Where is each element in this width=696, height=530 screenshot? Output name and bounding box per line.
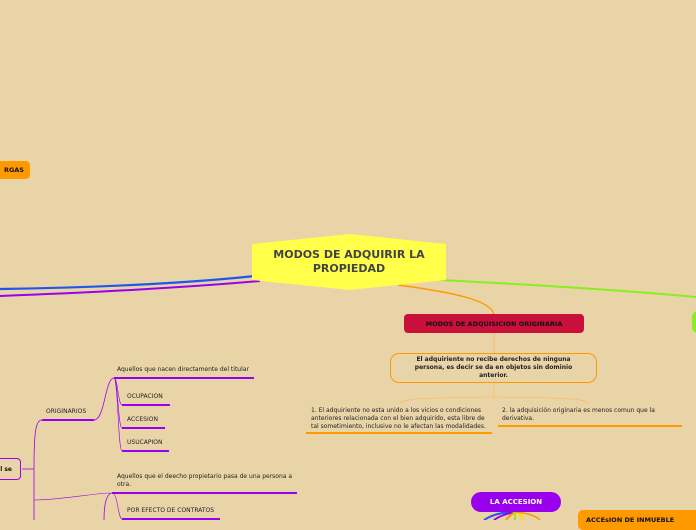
left-topic-label: RGAS (3, 166, 24, 174)
originaria-definition: El adquiriente no recibe derechos de ninguna persona, es decir se da en objetos sin dominio anterior. (414, 356, 573, 379)
bottom-right-label: ACCEsION DE INMUEBLE (586, 516, 675, 524)
central-node[interactable] (252, 234, 446, 290)
originaria-definition-node[interactable] (390, 353, 597, 383)
central-title: MODOS DE ADQUIRIR LA PROPIEDAD (273, 248, 425, 275)
originaria-point-2: 2. la adquisición originaria es menos comun que la derivativa. (502, 407, 655, 422)
item-accesion: ACCESION (127, 416, 158, 423)
bottom-right-node[interactable] (578, 510, 696, 530)
derivados-desc: Aquellos que el deecho propietario pasa de una persona a otra. (117, 473, 293, 488)
originarios-desc: Aquellos que nacen directamente del titular (117, 366, 249, 373)
originaria-node[interactable] (404, 314, 584, 333)
item-usucapion: USUCAPION (127, 439, 163, 446)
branch-green (440, 280, 696, 297)
accesion-node[interactable] (471, 492, 561, 512)
originarios-label: ORIGINARIOS (46, 408, 87, 415)
accesion-label: LA ACCESION (489, 498, 543, 506)
left-topic2-node[interactable] (0, 458, 21, 480)
right-green-node[interactable] (692, 311, 696, 333)
originaria-point-1: 1. El adquiriente no esta unido a los vicios o condiciones anteriores relacionada con el bien adquirido, esta libre de tal sometimiento, inclusive no le afectan las modalidades. (311, 407, 486, 430)
item-ocupacion: OCUPACION (127, 393, 163, 400)
originaria-title: MODOS DE ADQUISICION ORIGINARIA (425, 319, 563, 328)
item-contratos: POR EFECTO DE CONTRATOS (127, 507, 215, 514)
left-topic2-label: l se (0, 465, 12, 473)
branch-blue (0, 276, 255, 289)
left-topic-node[interactable] (0, 161, 30, 179)
